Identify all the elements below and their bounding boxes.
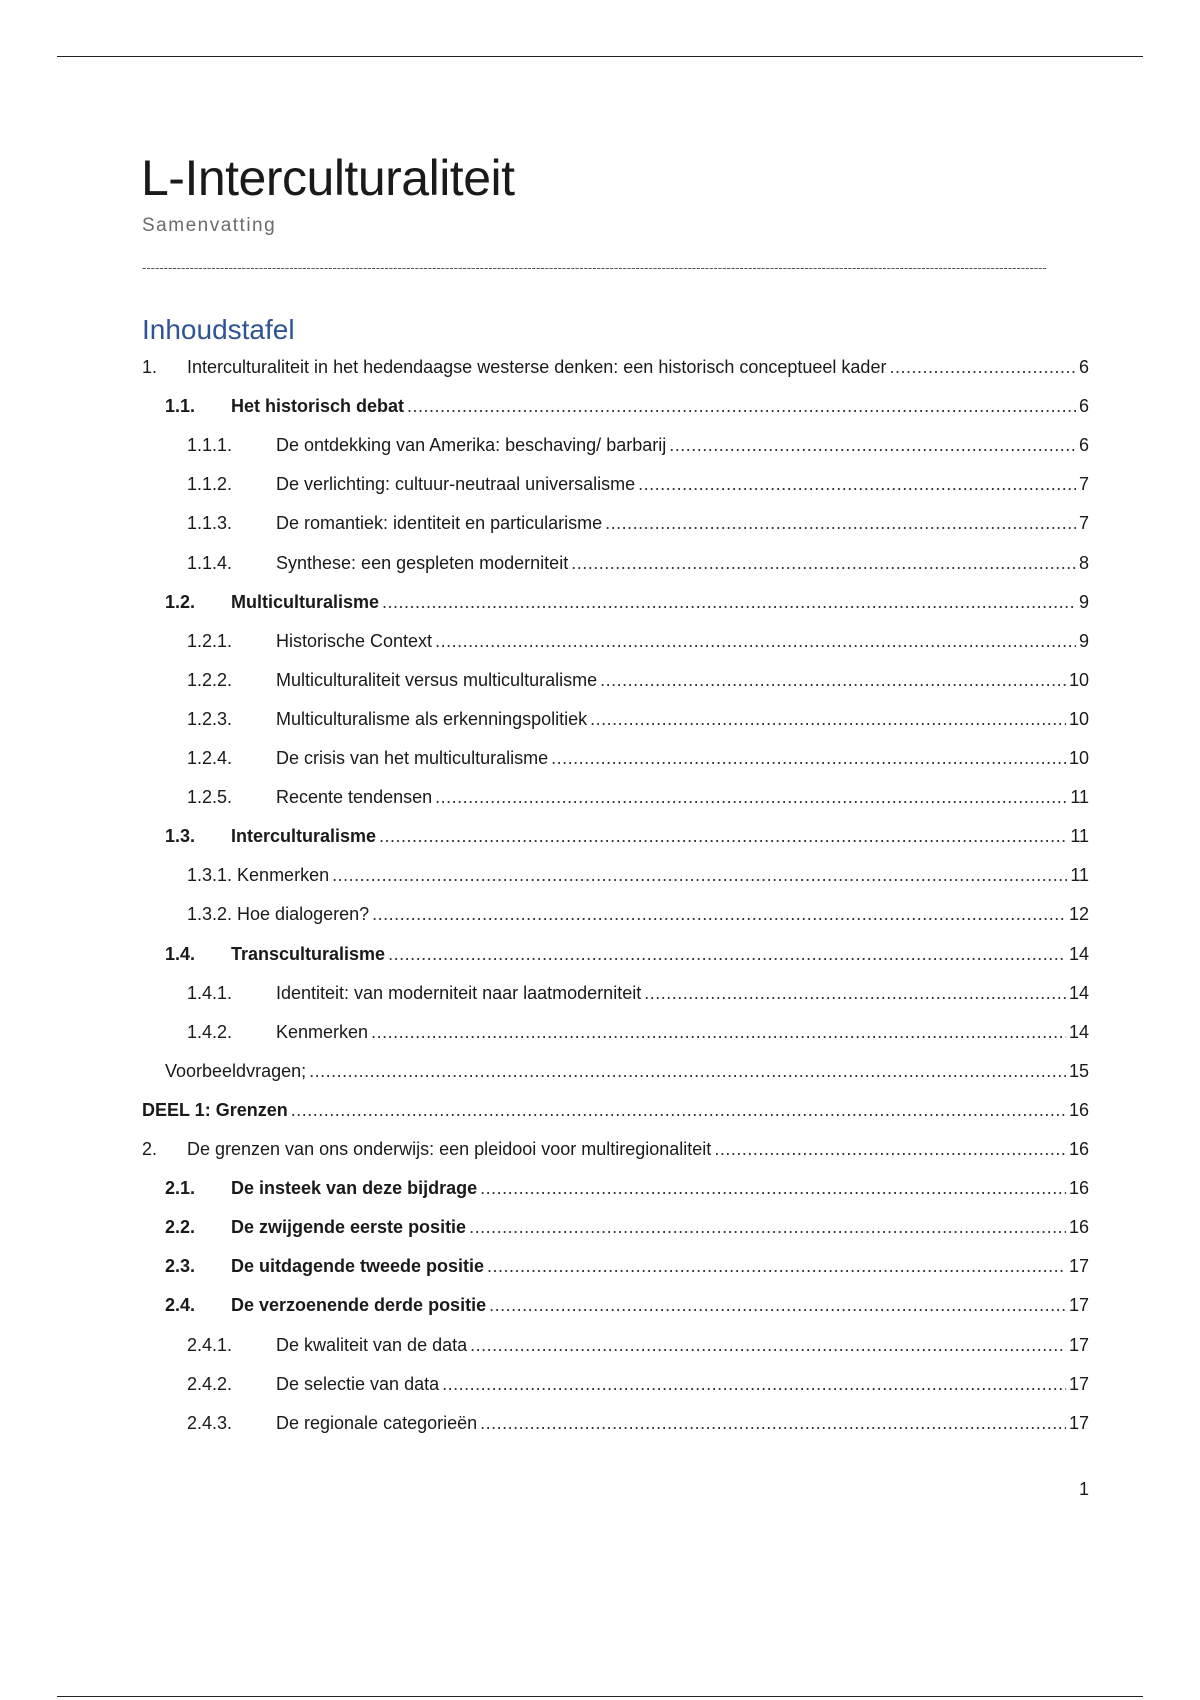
toc-entry[interactable] — [187, 432, 1089, 458]
toc-entry-number: 2.3. — [165, 1256, 196, 1276]
toc-entry-number: 1.2.3. — [187, 709, 233, 729]
toc-entry-label: Kenmerken — [276, 1022, 369, 1042]
toc-entry-leader — [551, 745, 1066, 771]
toc-entry-leader — [442, 1371, 1066, 1397]
toc-entry-page: 14 — [1068, 1022, 1089, 1042]
toc-entry-leader — [291, 1097, 1066, 1123]
toc-entry-leader — [435, 628, 1076, 654]
toc-entry[interactable] — [165, 589, 1089, 615]
toc-entry-label: De uitdagende tweede positie — [231, 1256, 485, 1276]
toc-entry-page: 14 — [1068, 944, 1089, 964]
toc-entry-label: Transculturalisme — [231, 944, 386, 964]
document-subtitle: Samenvatting — [142, 215, 277, 236]
toc-entry-page: 6 — [1078, 357, 1089, 377]
page-number: 1 — [1078, 1479, 1089, 1499]
toc-entry-label: De verzoenende derde positie — [231, 1295, 487, 1315]
toc-entry-label: Interculturaliteit in het hedendaagse westerse denken: een historisch conceptueel kader — [187, 357, 887, 377]
toc-entry-page: 9 — [1078, 592, 1089, 612]
toc-entry-leader — [309, 1058, 1066, 1084]
header-rule — [57, 56, 1143, 57]
toc-entry-leader — [469, 1214, 1066, 1240]
toc-entry-page: 15 — [1068, 1061, 1089, 1081]
toc-entry[interactable] — [187, 706, 1089, 732]
toc-entry-page: 11 — [1070, 826, 1089, 846]
toc-entry-label: Identiteit: van moderniteit naar laatmoderniteit — [276, 983, 642, 1003]
toc-entry-leader — [388, 941, 1066, 967]
toc-entry-page: 9 — [1078, 631, 1089, 651]
toc-entry-page: 6 — [1078, 435, 1089, 455]
toc-entry-leader — [379, 823, 1067, 849]
toc-entry-page: 10 — [1068, 709, 1089, 729]
toc-entry-number: 1.2. — [165, 592, 196, 612]
toc-entry-page: 11 — [1070, 865, 1089, 885]
toc-entry-label: De ontdekking van Amerika: beschaving/ barbarij — [276, 435, 667, 455]
toc-entry-leader — [669, 432, 1076, 458]
toc-entry-number: 1.3. — [165, 826, 196, 846]
toc-entry-page: 12 — [1068, 904, 1089, 924]
toc-entry-label: De romantiek: identiteit en particularisme — [276, 513, 603, 533]
toc-entry-label: De zwijgende eerste positie — [231, 1217, 467, 1237]
toc-entry-number: 2.4. — [165, 1295, 196, 1315]
footer-rule — [57, 1696, 1143, 1697]
toc-entry-label: DEEL 1: Grenzen — [142, 1100, 288, 1120]
toc-entry-number: 1.2.1. — [187, 631, 233, 651]
toc-entry-page: 7 — [1078, 474, 1089, 494]
toc-entry-leader — [487, 1253, 1066, 1279]
toc-entry-page: 6 — [1078, 396, 1089, 416]
dashed-separator: ----------------------------------------------------------------------------------------------------------------------------------------------------------------------------------------------------------------- — [142, 260, 1047, 275]
toc-entry-number: 1.2.2. — [187, 670, 233, 690]
toc-entry-label: De grenzen van ons onderwijs: een pleidooi voor multiregionaliteit — [187, 1139, 712, 1159]
toc-entry-page: 10 — [1068, 748, 1089, 768]
toc-entry[interactable] — [187, 1019, 1089, 1045]
toc-entry-label: De regionale categorieën — [276, 1413, 478, 1433]
toc-entry-page: 17 — [1068, 1413, 1089, 1433]
toc-entry[interactable] — [142, 1097, 1089, 1123]
toc-entry[interactable] — [187, 980, 1089, 1006]
toc-entry-leader — [590, 706, 1066, 732]
toc-entry[interactable] — [187, 667, 1089, 693]
toc-entry-number: 1.4. — [165, 944, 196, 964]
toc-entry-leader — [332, 862, 1067, 888]
toc-entry-number: 1.1.4. — [187, 553, 233, 573]
toc-entry-label: Interculturalisme — [231, 826, 377, 846]
toc-entry[interactable] — [187, 471, 1089, 497]
toc-entry-number: 1.2.5. — [187, 787, 233, 807]
toc-entry-leader — [489, 1292, 1066, 1318]
toc-entry[interactable] — [165, 1292, 1089, 1318]
toc-entry-label: De verlichting: cultuur-neutraal universalisme — [276, 474, 636, 494]
toc-entry-number: 2.4.1. — [187, 1335, 233, 1355]
toc-entry-label: De insteek van deze bijdrage — [231, 1178, 478, 1198]
toc-entry-leader — [600, 667, 1066, 693]
toc-entry[interactable] — [165, 393, 1089, 419]
toc-entry-number: 2. — [142, 1139, 158, 1159]
toc-entry-leader — [714, 1136, 1066, 1162]
toc-entry[interactable] — [165, 941, 1089, 967]
toc-entry-number: 2.4.3. — [187, 1413, 233, 1433]
toc-entry-label: Historische Context — [276, 631, 433, 651]
toc-entry-page: 16 — [1068, 1139, 1089, 1159]
toc-entry-page: 16 — [1068, 1217, 1089, 1237]
toc-entry-page: 7 — [1078, 513, 1089, 533]
toc-entry[interactable] — [187, 1371, 1089, 1397]
toc-entry-leader — [480, 1410, 1066, 1436]
toc-entry-number: 1.2.4. — [187, 748, 233, 768]
toc-entry-page: 8 — [1078, 553, 1089, 573]
toc-entry-page: 17 — [1068, 1335, 1089, 1355]
toc-entry-label: Multiculturalisme — [231, 592, 380, 612]
toc-entry[interactable] — [187, 510, 1089, 536]
toc-entry-label: De kwaliteit van de data — [276, 1335, 468, 1355]
toc-entry-label: Voorbeeldvragen; — [165, 1061, 307, 1081]
toc-entry-number: 1. — [142, 357, 158, 377]
toc-entry-number: 1.1. — [165, 396, 196, 416]
toc-entry-leader — [382, 589, 1076, 615]
toc-entry[interactable] — [187, 784, 1089, 810]
toc-entry[interactable] — [187, 862, 1089, 888]
document-title: L-Interculturaliteit — [141, 150, 515, 206]
toc-entry-number: 1.1.3. — [187, 513, 233, 533]
toc-entry[interactable] — [187, 628, 1089, 654]
toc-heading: Inhoudstafel — [142, 314, 295, 345]
toc-entry-leader — [470, 1332, 1066, 1358]
toc-entry-page: 16 — [1068, 1178, 1089, 1198]
toc-entry-label: Multiculturaliteit versus multiculturalisme — [276, 670, 598, 690]
toc-entry-label: 1.3.2. Hoe dialogeren? — [187, 904, 370, 924]
toc-entry[interactable] — [165, 1253, 1089, 1279]
toc-entry[interactable] — [165, 1175, 1089, 1201]
toc-entry-page: 16 — [1068, 1100, 1089, 1120]
toc-entry[interactable] — [187, 1332, 1089, 1358]
toc-entry-leader — [435, 784, 1067, 810]
toc-entry-number: 1.4.1. — [187, 983, 233, 1003]
toc-entry-page: 10 — [1068, 670, 1089, 690]
toc-entry-page: 17 — [1068, 1295, 1089, 1315]
toc-entry-leader — [372, 901, 1066, 927]
toc-entry[interactable] — [187, 745, 1089, 771]
toc-entry-number: 2.1. — [165, 1178, 196, 1198]
toc-entry-label: De selectie van data — [276, 1374, 440, 1394]
toc-entry-number: 1.4.2. — [187, 1022, 233, 1042]
toc-entry[interactable] — [165, 823, 1089, 849]
toc-entry-leader — [605, 510, 1076, 536]
toc-entry[interactable] — [165, 1058, 1089, 1084]
toc-entry-label: De crisis van het multiculturalisme — [276, 748, 549, 768]
toc-entry-page: 14 — [1068, 983, 1089, 1003]
toc-entry-label: Synthese: een gespleten moderniteit — [276, 553, 569, 573]
toc-entry-label: Recente tendensen — [276, 787, 433, 807]
toc-entry-page: 17 — [1068, 1256, 1089, 1276]
toc-entry-label: 1.3.1. Kenmerken — [187, 865, 330, 885]
toc-entry-page: 11 — [1070, 787, 1089, 807]
toc-entry-label: Het historisch debat — [231, 396, 405, 416]
toc-entry-leader — [644, 980, 1066, 1006]
toc-entry[interactable] — [187, 1410, 1089, 1436]
toc-entry-leader — [571, 550, 1076, 576]
toc-entry-page: 17 — [1068, 1374, 1089, 1394]
toc-entry-leader — [638, 471, 1076, 497]
toc-entry-number: 2.4.2. — [187, 1374, 233, 1394]
toc-entry[interactable] — [165, 1214, 1089, 1240]
toc-entry-leader — [889, 354, 1076, 380]
toc-entry[interactable] — [142, 1136, 1089, 1162]
toc-entry-number: 2.2. — [165, 1217, 196, 1237]
toc-entry-number: 1.1.2. — [187, 474, 233, 494]
toc-entry-number: 1.1.1. — [187, 435, 233, 455]
toc-entry-leader — [407, 393, 1076, 419]
toc-entry[interactable] — [187, 901, 1089, 927]
toc-entry[interactable] — [187, 550, 1089, 576]
toc-entry-leader — [480, 1175, 1066, 1201]
toc-entry-leader — [371, 1019, 1066, 1045]
toc-entry[interactable] — [142, 354, 1089, 380]
toc-entry-label: Multiculturalisme als erkenningspolitiek — [276, 709, 588, 729]
